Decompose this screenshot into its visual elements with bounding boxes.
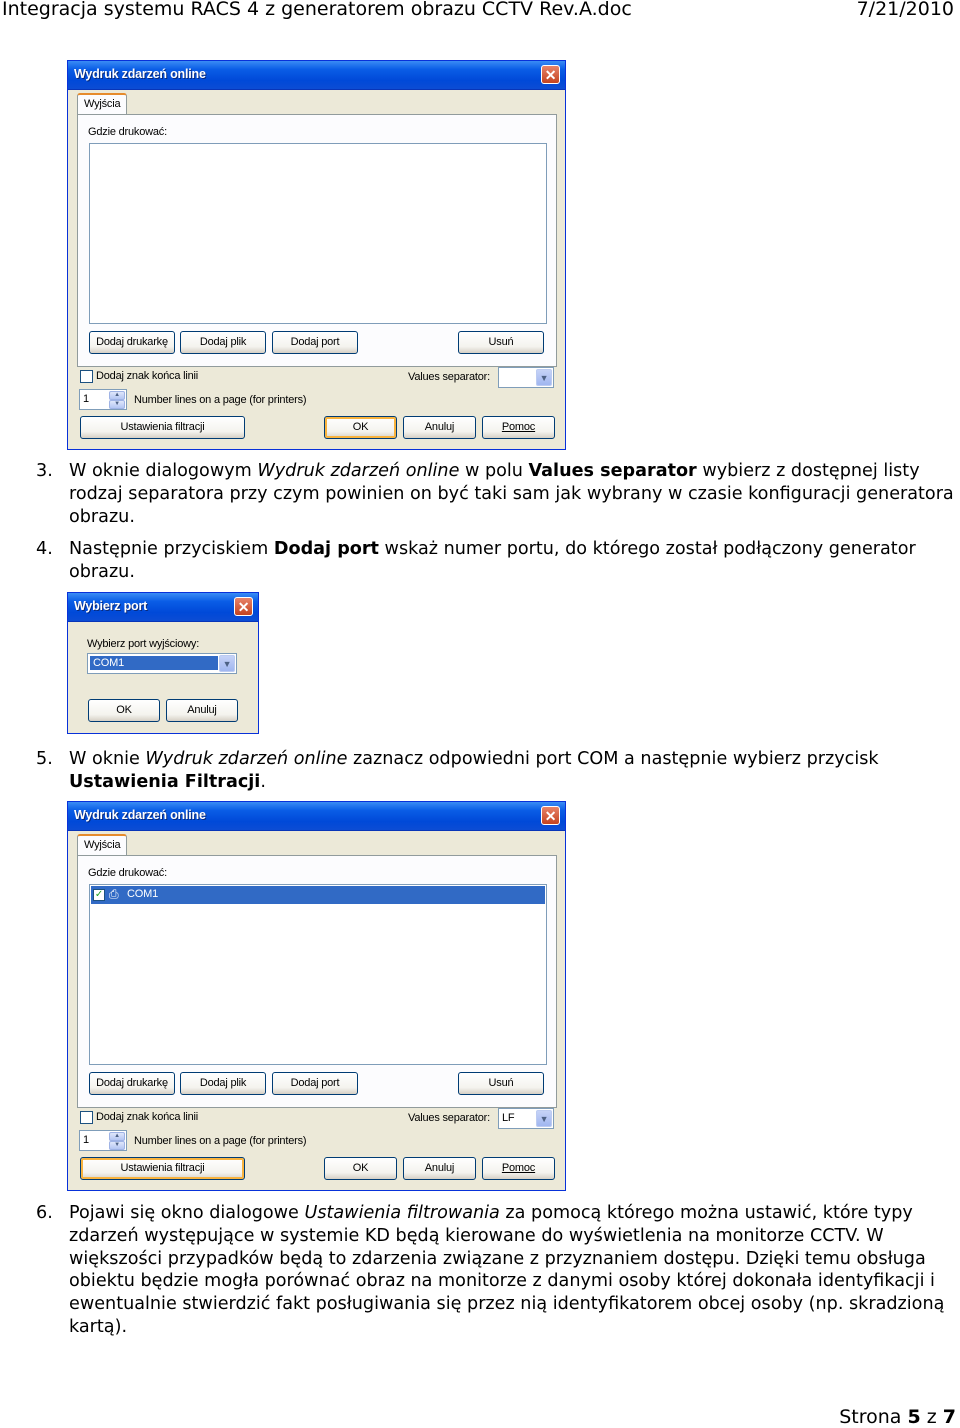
dialog-title: Wybierz port [74,599,148,613]
text: . [260,771,266,792]
dialog-title: Wydruk zdarzeń online [74,808,206,822]
lines-stepper[interactable] [79,389,127,410]
document-date: 7/21/2010 [856,0,954,20]
dialog-title: Wydruk zdarzeń online [74,67,206,81]
eol-checkbox[interactable] [80,370,93,383]
lines-label: Number lines on a page (for printers) [134,394,307,406]
text: wybierz z dostępnej listy rodzaj separatora przy czym powinien on być taki sam jak wybrany w czasie konfiguracji generatora obrazu. [69,461,954,527]
cancel-button[interactable]: Anuluj [166,699,238,722]
tab-outputs[interactable]: Wyjścia [77,93,127,115]
step-number: 6. [36,1203,53,1223]
italic-text: Wydruk zdarzeń online [145,749,348,769]
page-of: z [926,1406,937,1428]
text: w polu [459,461,529,481]
eol-label: Dodaj znak końca linii [96,370,198,382]
title-bar [68,593,258,622]
print-events-dialog [67,60,566,450]
help-button[interactable]: Pomoc [482,1157,555,1180]
page-total: 7 [942,1406,956,1428]
page-footer [839,1406,956,1428]
lines-label: Number lines on a page (for printers) [134,1135,307,1147]
tab-panel [77,114,557,367]
italic-text: Wydruk zdarzeń online [257,461,460,481]
port-select[interactable] [87,653,237,674]
close-icon[interactable]: ✕ [234,597,253,616]
separator-label: Values separator: [408,371,491,383]
ok-button[interactable]: OK [324,416,397,439]
port-value: COM1 [90,656,218,670]
step-number: 4. [36,539,53,559]
bold-text: Dodaj port [273,539,379,559]
page-number: 5 [907,1406,921,1428]
list-item-label: COM1 [127,888,158,900]
ok-button[interactable]: OK [88,699,160,722]
step-4 [36,538,959,584]
port-label: Wybierz port wyjściowy: [87,638,200,650]
step-5 [36,748,959,794]
tab-outputs[interactable]: Wyjścia [77,834,127,856]
filter-settings-button[interactable]: Ustawienia filtracji [80,416,245,439]
add-printer-button[interactable]: Dodaj drukarkę [89,331,175,354]
help-button[interactable]: Pomoc [482,416,555,439]
remove-button[interactable]: Usuń [458,1072,544,1095]
cancel-button[interactable]: Anuluj [403,1157,476,1180]
add-printer-button[interactable]: Dodaj drukarkę [89,1072,175,1095]
lines-value: 1 [83,1134,89,1146]
add-file-button[interactable]: Dodaj plik [180,331,266,354]
document-title: Integracja systemu RACS 4 z generatorem obrazu CCTV Rev.A.doc [2,0,632,20]
chevron-down-icon[interactable]: ▼ [536,369,552,386]
checkbox-checked[interactable]: ✓ [94,889,104,900]
text: za pomocą którego można ustawić, które typy zdarzeń występujące w systemie KD będą kierowane do wyświetlenia na monitorze CCTV. W większości przypadków będą to zdarzenia związane z przyznaniem dostępu. Dzięki temu obsługa obiektu będzie mogła porównać obraz na monitorze z danymi osoby której dokonała identyfikacji i ewentualnie stwierdzić fakt posługiwania się przez nią identyfikatorem obcej osoby (np. skradzioną kartą). [69,1203,945,1337]
spin-down-icon[interactable]: ▼ [109,400,125,409]
output-list[interactable] [89,143,547,324]
lines-stepper[interactable] [79,1130,127,1151]
title-bar [68,61,565,90]
list-item[interactable] [91,886,545,904]
text: W oknie dialogowym [69,461,258,481]
spin-up-icon[interactable]: ▲ [109,391,125,400]
step-6 [36,1202,959,1339]
ok-button[interactable]: OK [324,1157,397,1180]
step-number: 3. [36,461,53,481]
lines-value: 1 [83,393,89,405]
spin-down-icon[interactable]: ▼ [109,1141,125,1150]
close-icon[interactable]: ✕ [541,806,560,825]
output-list[interactable] [89,884,547,1065]
print-events-dialog-selected [67,801,566,1191]
separator-value: LF [502,1112,515,1124]
text: wskaż numer portu, do którego został podłączony generator obrazu. [69,539,916,582]
spin-up-icon[interactable]: ▲ [109,1132,125,1141]
italic-text: Ustawienia filtrowania [304,1203,500,1223]
step-3 [36,460,959,528]
bold-text: Ustawienia Filtracji [69,771,261,792]
close-icon[interactable]: ✕ [541,65,560,84]
page-header [0,0,960,22]
chevron-down-icon[interactable]: ▼ [536,1110,552,1127]
step-number: 5. [36,749,53,769]
select-port-dialog [67,592,259,734]
separator-select[interactable] [498,367,554,388]
cancel-button[interactable]: Anuluj [403,416,476,439]
add-port-button[interactable]: Dodaj port [272,1072,358,1095]
add-file-button[interactable]: Dodaj plik [180,1072,266,1095]
filter-settings-button[interactable]: Ustawienia filtracji [80,1157,245,1180]
text: Następnie przyciskiem [69,539,274,559]
port-icon: ⎙ [109,887,119,901]
separator-label: Values separator: [408,1112,491,1124]
eol-label: Dodaj znak końca linii [96,1111,198,1123]
eol-checkbox[interactable] [80,1111,93,1124]
text: Pojawi się okno dialogowe [69,1203,305,1223]
bold-text: Values separator [528,461,697,481]
where-label: Gdzie drukować: [88,867,167,879]
separator-select[interactable] [498,1108,554,1129]
where-label: Gdzie drukować: [88,126,167,138]
tab-panel [77,855,557,1108]
text: zaznacz odpowiedni port COM a następnie wybierz przycisk [347,749,879,769]
add-port-button[interactable]: Dodaj port [272,331,358,354]
chevron-down-icon[interactable]: ▼ [219,655,235,672]
text: W oknie [69,749,146,769]
title-bar [68,802,565,831]
remove-button[interactable]: Usuń [458,331,544,354]
page-prefix: Strona [839,1406,902,1428]
